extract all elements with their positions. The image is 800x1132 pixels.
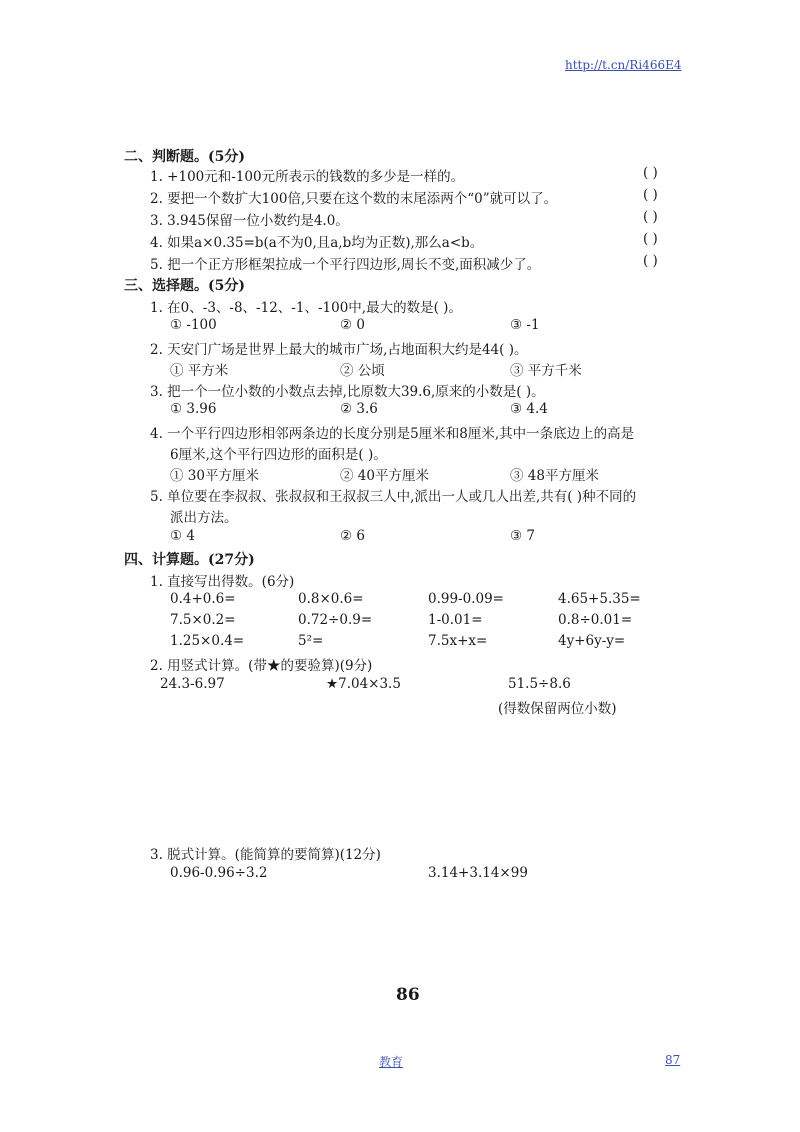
oral-calc-item: 1.25×0.4=	[170, 633, 245, 649]
stepwise-calc-item-1: 0.96-0.96÷3.2	[170, 865, 268, 881]
judge-answer-3[interactable]: ( )	[643, 209, 658, 225]
choice-q4-opt-b[interactable]: ② 40平方厘米	[340, 468, 429, 484]
page-number: 86	[396, 985, 420, 1005]
choice-q2: 2. 天安门广场是世界上最大的城市广场,占地面积大约是44( )。	[150, 342, 528, 358]
judge-item-4: 4. 如果a×0.35=b(a不为0,且a,b均为正数),那么a<b。	[150, 235, 484, 251]
section-3-title: 三、选择题。(5分)	[124, 278, 245, 294]
choice-q3-opt-a[interactable]: ① 3.96	[170, 401, 217, 417]
judge-item-2: 2. 要把一个数扩大100倍,只要在这个数的末尾添两个“0”就可以了。	[150, 191, 558, 207]
oral-calc-item: 0.8÷0.01=	[558, 612, 633, 628]
oral-calc-item: 4.65+5.35=	[558, 591, 641, 607]
oral-calc-item: 7.5×0.2=	[170, 612, 236, 628]
choice-q4-opt-c[interactable]: ③ 48平方厘米	[510, 468, 599, 484]
judge-answer-5[interactable]: ( )	[643, 253, 658, 269]
choice-q1: 1. 在0、-3、-8、-12、-1、-100中,最大的数是( )。	[150, 300, 462, 316]
calc-part-3-title: 3. 脱式计算。(能简算的要简算)(12分)	[150, 847, 381, 863]
oral-calc-item: 1-0.01=	[428, 612, 483, 628]
choice-q4-opt-a[interactable]: ① 30平方厘米	[170, 468, 259, 484]
oral-calc-item: 0.72÷0.9=	[298, 612, 373, 628]
judge-item-3: 3. 3.945保留一位小数约是4.0。	[150, 213, 349, 229]
choice-q3: 3. 把一个一位小数的小数点去掉,比原数大39.6,原来的小数是( )。	[150, 384, 545, 400]
stepwise-calc-item-2: 3.14+3.14×99	[428, 865, 528, 881]
judge-item-1: 1. +100元和-100元所表示的钱数的多少是一样的。	[150, 169, 465, 185]
choice-q2-opt-b[interactable]: ② 公顷	[340, 363, 385, 379]
section-2-title: 二、判断题。(5分)	[124, 149, 245, 165]
oral-calc-item: 5²=	[298, 633, 324, 649]
choice-q3-opt-c[interactable]: ③ 4.4	[510, 401, 548, 417]
calc-part-2-title: 2. 用竖式计算。(带★的要验算)(9分)	[150, 658, 373, 674]
oral-calc-item: 7.5x+x=	[428, 633, 488, 649]
choice-q1-opt-c[interactable]: ③ -1	[510, 317, 540, 333]
choice-q5-opt-a[interactable]: ① 4	[170, 528, 195, 544]
vertical-calc-item-3: 51.5÷8.6	[508, 676, 571, 692]
choice-q2-opt-a[interactable]: ① 平方米	[170, 363, 229, 379]
footer-link-education[interactable]: 教育	[379, 1055, 404, 1069]
choice-q3-opt-b[interactable]: ② 3.6	[340, 401, 378, 417]
choice-q5-line1: 5. 单位要在李叔叔、张叔叔和王叔叔三人中,派出一人或几人出差,共有( )种不同的	[150, 489, 637, 505]
choice-q1-opt-a[interactable]: ① -100	[170, 317, 217, 333]
oral-calc-item: 0.8×0.6=	[298, 591, 364, 607]
choice-q5-opt-c[interactable]: ③ 7	[510, 528, 535, 544]
choice-q4-line1: 4. 一个平行四边形相邻两条边的长度分别是5厘米和8厘米,其中一条底边上的高是	[150, 426, 635, 442]
judge-answer-2[interactable]: ( )	[643, 187, 658, 203]
vertical-calc-note: (得数保留两位小数)	[498, 701, 617, 717]
oral-calc-item: 0.99-0.09=	[428, 591, 504, 607]
oral-calc-item: 0.4+0.6=	[170, 591, 236, 607]
vertical-calc-item-1: 24.3-6.97	[160, 676, 225, 692]
choice-q4-line2: 6厘米,这个平行四边形的面积是( )。	[170, 447, 387, 463]
section-4-title: 四、计算题。(27分)	[124, 552, 255, 568]
oral-calc-item: 4y+6y-y=	[558, 633, 626, 649]
judge-item-5: 5. 把一个正方形框架拉成一个平行四边形,周长不变,面积减少了。	[150, 257, 541, 273]
calc-part-1-title: 1. 直接写出得数。(6分)	[150, 574, 295, 590]
choice-q2-opt-c[interactable]: ③ 平方千米	[510, 363, 582, 379]
footer-link-next-page[interactable]: 87	[665, 1053, 681, 1067]
choice-q1-opt-b[interactable]: ② 0	[340, 317, 365, 333]
choice-q5-opt-b[interactable]: ② 6	[340, 528, 365, 544]
judge-answer-1[interactable]: ( )	[643, 165, 658, 181]
choice-q5-line2: 派出方法。	[170, 510, 238, 526]
vertical-calc-item-2: ★7.04×3.5	[326, 676, 401, 692]
judge-answer-4[interactable]: ( )	[643, 231, 658, 247]
header-url-link[interactable]: http://t.cn/Ri466E4	[565, 58, 682, 72]
